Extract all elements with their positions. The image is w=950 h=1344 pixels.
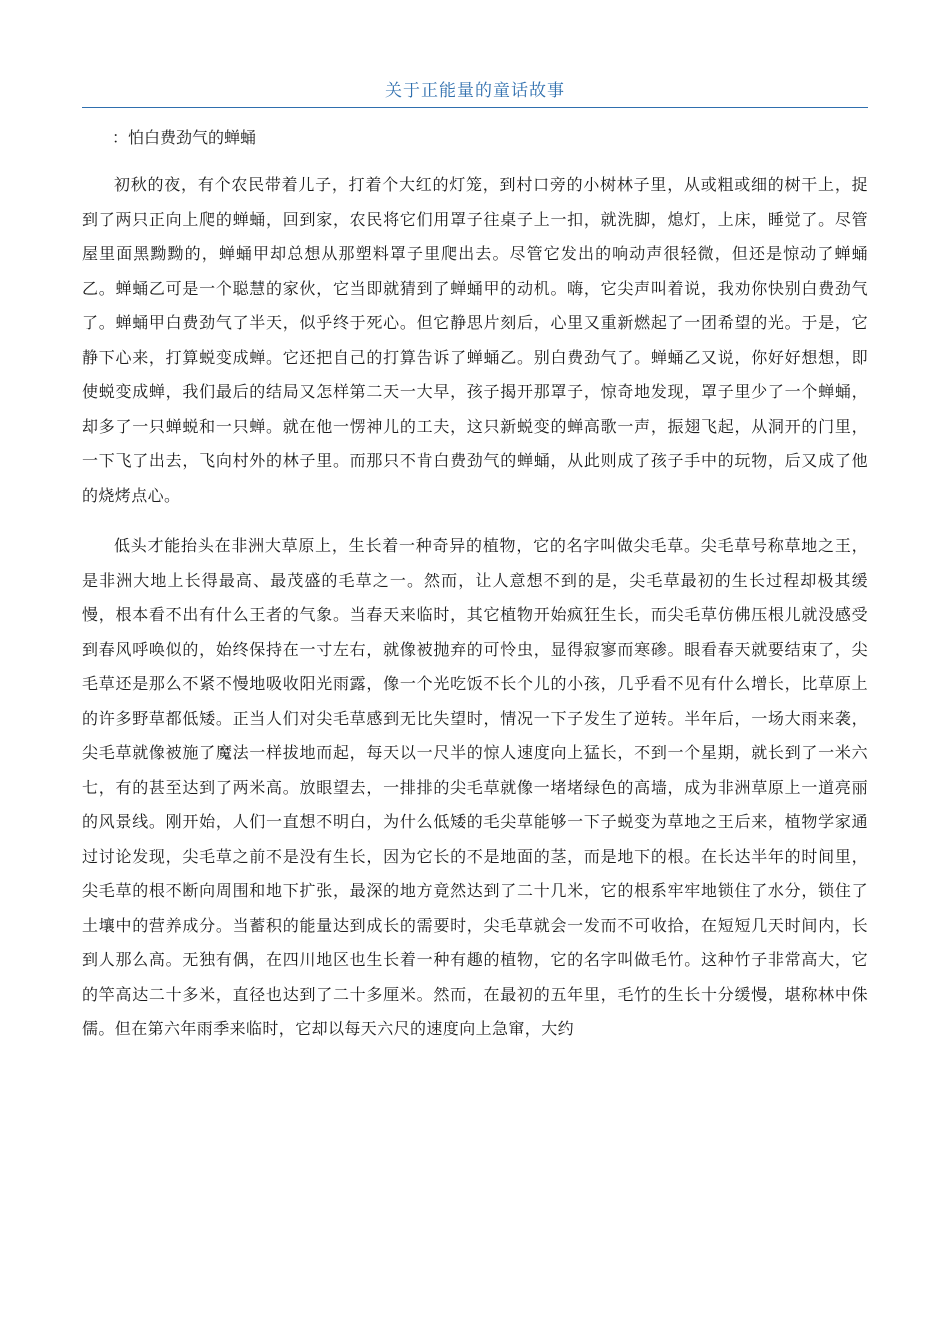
page-header-title: 关于正能量的童话故事 bbox=[82, 78, 868, 108]
paragraph-grass-story: 低头才能抬头在非洲大草原上，生长着一种奇异的植物，它的名字叫做尖毛草。尖毛草号称草地之王，是非洲大地上长得最高、最茂盛的毛草之一。然而，让人意想不到的是，尖毛草最初的生长过程却极其缓慢，根本看不出有什么王者的气象。当春天来临时，其它植物开始疯狂生长，而尖毛草仿佛压根儿就没感受到春风呼唤似的，始终保持在一寸左右，就像被抛弃的可怜虫，显得寂寥而寒碜。眼看春天就要结束了，尖毛草还是那么不紧不慢地吸收阳光雨露，像一个光吃饭不长个儿的小孩，几乎看不见有什么增长，比草原上的许多野草都低矮。正当人们对尖毛草感到无比失望时，情况一下子发生了逆转。半年后，一场大雨来袭，尖毛草就像被施了魔法一样拔地而起，每天以一尺半的惊人速度向上猛长，不到一个星期，就长到了一米六七，有的甚至达到了两米高。放眼望去，一排排的尖毛草就像一堵堵绿色的高墙，成为非洲草原上一道亮丽的风景线。刚开始，人们一直想不明白，为什么低矮的毛尖草能够一下子蜕变为草地之王后来，植物学家通过讨论发现，尖毛草之前不是没有生长，因为它长的不是地面的茎，而是地下的根。在长达半年的时间里，尖毛草的根不断向周围和地下扩张，最深的地方竟然达到了二十几米，它的根系牢牢地锁住了水分，锁住了土壤中的营养成分。当蓄积的能量达到成长的需要时，尖毛草就会一发而不可收拾，在短短几天时间内，长到人那么高。无独有偶，在四川地区也生长着一种有趣的植物，它的名字叫做毛竹。这种竹子非常高大，它的竿高达二十多米，直径也达到了二十多厘米。然而，在最初的五年里，毛竹的生长十分缓慢，堪称林中侏儒。但在第六年雨季来临时，它却以每天六尺的速度向上急窜，大约 bbox=[82, 536, 868, 1038]
document-page bbox=[82, 78, 868, 1063]
story-subtitle: ：怕白费劲气的蝉蛹 bbox=[112, 128, 257, 147]
paragraph-cicada-story: 初秋的夜，有个农民带着儿子，打着个大红的灯笼，到村口旁的小树林子里，从或粗或细的树干上，捉到了两只正向上爬的蝉蛹，回到家，农民将它们用罩子往桌子上一扣，就洗脚，熄灯，上床，睡觉了。尽管屋里面黑黝黝的，蝉蛹甲却总想从那塑料罩子里爬出去。尽管它发出的响动声很轻微，但还是惊动了蝉蛹乙。蝉蛹乙可是一个聪慧的家伙，它当即就猜到了蝉蛹甲的动机。嗨，它尖声叫着说，我劝你快别白费劲气了。蝉蛹甲白费劲气了半天，似乎终于死心。但它静思片刻后，心里又重新燃起了一团希望的光。于是，它静下心来，打算蜕变成蝉。它还把自己的打算告诉了蝉蛹乙。别白费劲气了。蝉蛹乙又说，你好好想想，即使蜕变成蝉，我们最后的结局又怎样第二天一大早，孩子揭开那罩子，惊奇地发现，罩子里少了一个蝉蛹，却多了一只蝉蜕和一只蝉。就在他一愣神儿的工夫，这只新蜕变的蝉高歌一声，振翅飞起，从洞开的门里，一下飞了出去，飞向村外的林子里。而那只不肯白费劲气的蝉蛹，从此则成了孩子手中的玩物，后又成了他的烧烤点心。 bbox=[82, 175, 868, 505]
